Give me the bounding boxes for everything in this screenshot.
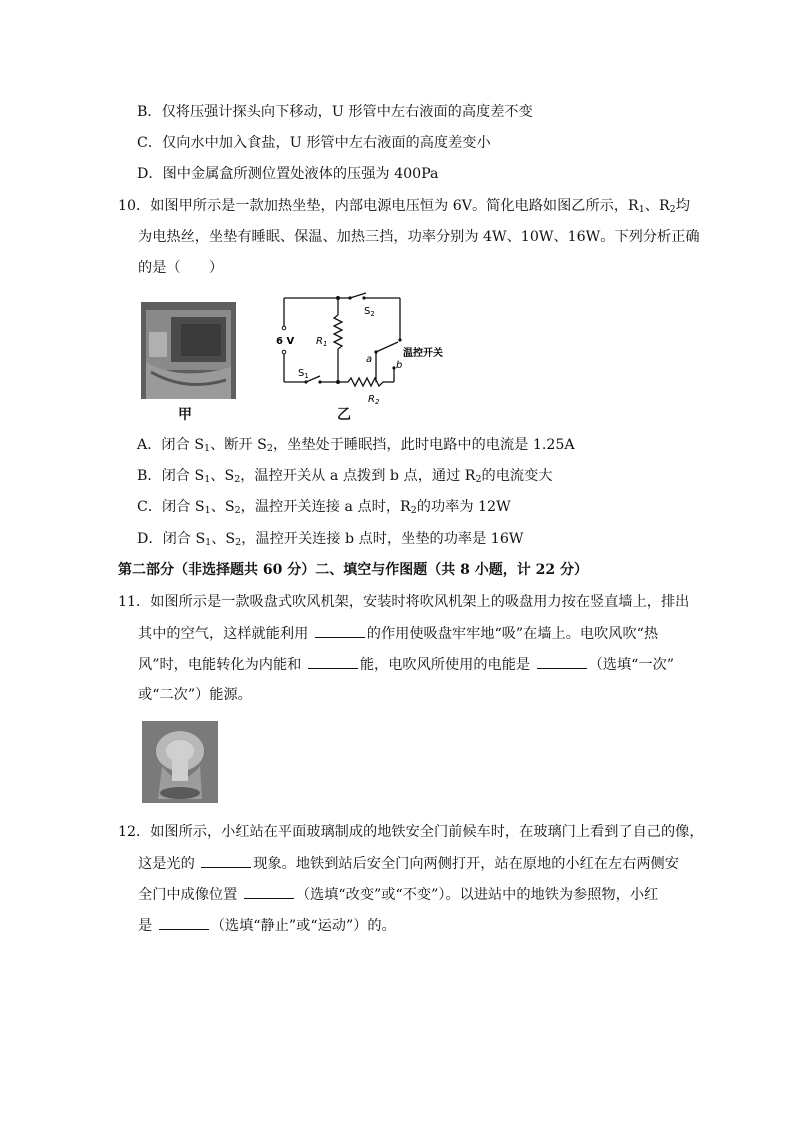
section-2-heading: 第二部分（非选择题共 60 分）二、填空与作图题（共 8 小题，计 22 分）	[118, 562, 588, 578]
q10-option-b: B．闭合 $S_1$、$S_2$，温控开关从 a 点拨到 b 点，通过 $R_2$的电流变大	[137, 468, 553, 485]
q11-line1: 11．如图所示是一款吸盘式吹风机架，安装时将吹风机架上的吸盘用力按在竖直墙上，排出	[118, 594, 690, 610]
point-b-label: b	[396, 360, 403, 371]
point-a-label: a	[366, 354, 373, 365]
figure-a-caption: 甲	[178, 407, 192, 423]
hair-dryer-holder-image	[142, 721, 218, 803]
r2-label: $R_2$	[368, 394, 380, 405]
q10-option-c: C．闭合 $S_1$、$S_2$，温控开关连接 a 点时，$R_2$的功率为 12W	[137, 499, 511, 516]
circuit-diagram	[276, 290, 456, 405]
hair-dryer-holder-photo	[142, 721, 218, 803]
q12-blank-3[interactable]	[159, 915, 209, 930]
q9-option-b: B．仅将压强计探头向下移动，U 形管中左右液面的高度差不变	[137, 104, 533, 120]
q9-option-c: C．仅向水中加入食盐，U 形管中左右液面的高度差变小	[137, 135, 491, 151]
q12-line3: 全门中成像位置 （选填“改变”或“不变”）。以进站中的地铁为参照物，小红	[138, 884, 658, 905]
s2-label: $S_2$	[364, 306, 375, 318]
heating-pad-image	[141, 302, 236, 399]
q12-line4: 是 （选填“静止”或“运动”）的。	[138, 915, 396, 936]
temp-switch-label: 温控开关	[403, 348, 443, 359]
q12-line2: 这是光的 现象。地铁到站后安全门向两侧打开，站在原地的小红在左右两侧安	[138, 853, 679, 874]
q10-option-a: A．闭合 $S_1$、断开 $S_2$，坐垫处于睡眠挡，此时电路中的电流是 1.25A	[137, 437, 575, 454]
q10-stem-line3: 的是（ ）	[138, 260, 224, 276]
source-label: 6 V	[276, 336, 295, 347]
heating-pad-photo	[141, 302, 236, 399]
figure-b-caption: 乙	[337, 407, 351, 423]
q11-blank-1[interactable]	[315, 623, 365, 638]
q10-option-d: D．闭合 $S_1$、$S_2$，温控开关连接 b 点时，坐垫的功率是 16W	[137, 531, 524, 548]
s1-label: $S_1$	[298, 368, 309, 380]
q11-line3: 风”时，电能转化为内能和 能，电吹风所使用的电能是 （选填“一次”	[138, 654, 674, 675]
q11-blank-2[interactable]	[308, 654, 358, 669]
q11-line4: 或“二次”）能源。	[138, 687, 252, 703]
q10-stem-line2: 为电热丝，坐垫有睡眠、保温、加热三挡，功率分别为 4W、10W、16W。下列分析正确	[138, 229, 700, 245]
q12-blank-2[interactable]	[244, 884, 294, 899]
q11-blank-3[interactable]	[537, 654, 587, 669]
q11-line2: 其中的空气，这样就能利用 的作用使吸盘牢牢地“吸”在墙上。电吹风吹“热	[138, 623, 658, 644]
q12-blank-1[interactable]	[201, 853, 251, 868]
r1-label: $R_1$	[316, 336, 328, 348]
q12-line1: 12．如图所示，小红站在平面玻璃制成的地铁安全门前候车时，在玻璃门上看到了自己的像，	[118, 824, 704, 840]
q10-stem-line1: 10．如图甲所示是一款加热坐垫，内部电源电压恒为 6V。简化电路如图乙所示，$R_1$、$R_2$均	[118, 198, 690, 215]
q9-option-d: D．图中金属盒所测位置处液体的压强为 400Pa	[137, 166, 439, 182]
